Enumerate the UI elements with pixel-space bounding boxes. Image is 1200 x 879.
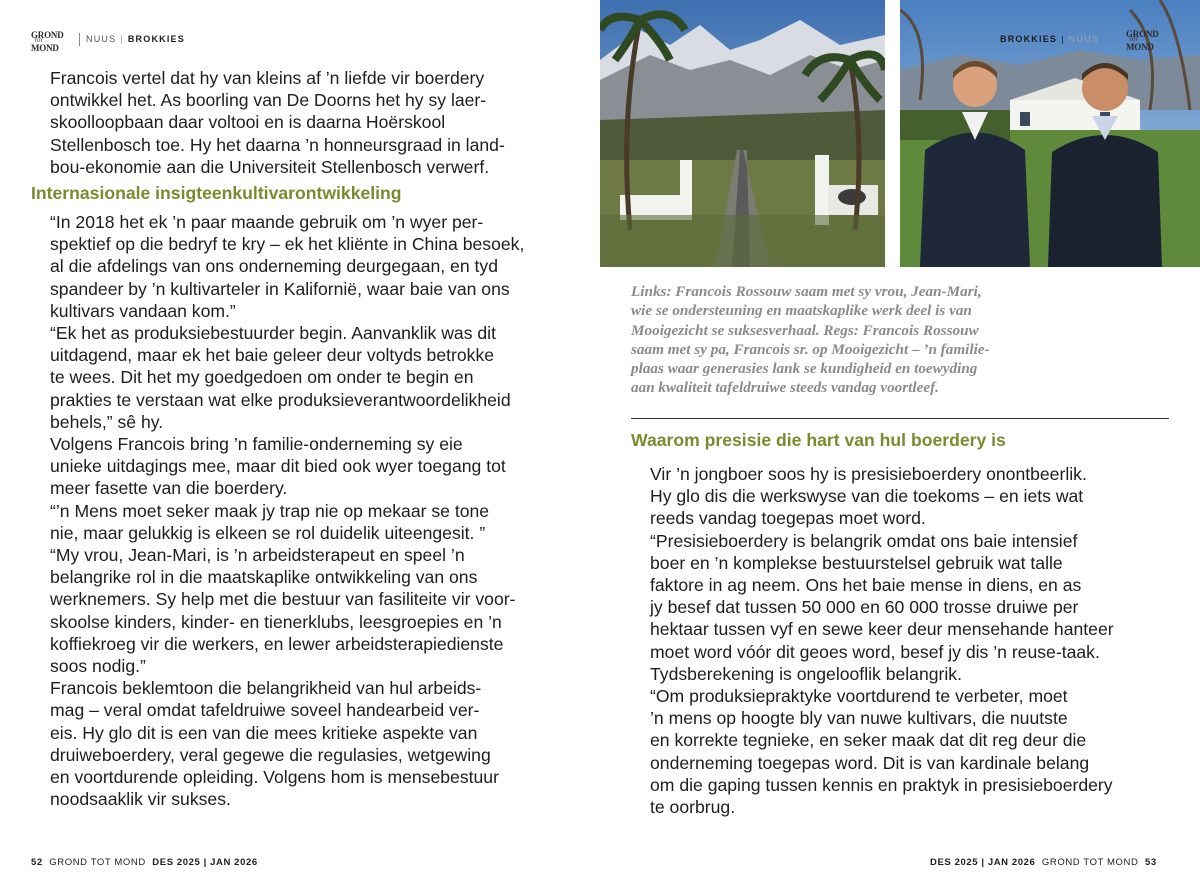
section-label: NUUS [86, 34, 117, 44]
left-footer [31, 857, 258, 868]
left-article-column [31, 67, 581, 811]
left-section-heading: Internasionale insigteenkultivarontwikkeling [31, 183, 402, 204]
left-footer-issue: DES 2025 | JAN 2026 [152, 857, 258, 868]
right-section-heading: Waarom presisie die hart van hul boerdery is [631, 430, 1006, 450]
right-running-header: BROKKIES | NUUS [1000, 34, 1099, 44]
right-paragraph-1: Vir ’n jongboer soos hy is presisieboerdery onontbeerlik. Hy glo dis die werkswyse van die toekoms – en iets wat reeds vandag toegepas moet word. [650, 464, 1087, 529]
magazine-logo [31, 31, 64, 52]
right-footer-mag: GROND TOT MOND [1041, 857, 1139, 868]
right-footer [930, 857, 1157, 868]
left-paragraph-7: Francois beklemtoon die belangrikheid van hul arbeids- mag – veral omdat tafeldruiwe soveel handearbeid ver- eis. Hy glo dit is een van die mees kritieke aspekte van druiweboerdery, veral gegewe die regulasies, wetgewing en voortdurende opleiding. Volgens hom is mensebestuur noodsaaklik vir sukses. [50, 678, 499, 810]
right-paragraph-3: “Om produksiepraktyke voortdurend te verbeter, moet ’n mens op hoogte bly van nuwe kultivars, die nuutste en korrekte tegnieke, en seker maak dat dit reg deur die onderneming toegepas word. Dit is van kardinale belang om die gaping tussen kennis en praktyk in presisieboerdery te oorbrug. [650, 686, 1113, 818]
caption-divider [631, 418, 1169, 419]
photo-estate-entrance [600, 0, 885, 267]
subsection-label: BROKKIES [127, 34, 185, 44]
logo-line1: GROND [31, 30, 64, 40]
running-header: NUUS | BROKKIES [86, 34, 185, 44]
header-divider [79, 33, 80, 46]
left-paragraph-3: “Ek het as produksiebestuurder begin. Aanvanklik was dit uitdagend, maar ek het baie geleer deur voltyds betrokke te wees. Dit het my goedgedoen om onder te begin en prakties te verstaan wat elke produksieverantwoordelikheid behels,” sê hy. [50, 323, 511, 432]
left-paragraph-5: “’n Mens moet seker maak jy trap nie op mekaar se tone nie, maar gelukkig is elkeen se rol duidelik uiteengesit. ” [50, 500, 490, 543]
left-paragraph-4: Volgens Francois bring ’n familie-onderneming sy eie unieke uitdagings mee, maar dit bied ook wyer toegang tot meer fasette van die boerdery. [50, 434, 506, 499]
logo-line2: TOT [34, 39, 44, 44]
left-page-number: 52 [31, 857, 43, 868]
right-magazine-logo: GROND TOT MOND [1126, 29, 1159, 52]
photo-caption: Links: Francois Rossouw saam met sy vrou, Jean-Mari, wie se ondersteuning en maatskaplike werk deel is van Mooigezicht se suksesverhaal. Regs: Francois Rossouw saam met sy pa, Francois sr. op Mooigezicht – ’n familie- plaas waar generasies lank se kundigheid en toewyding aan kwaliteit tafeldruiwe steeds vandag voortleef. [631, 283, 990, 397]
right-footer-issue: DES 2025 | JAN 2026 [930, 857, 1036, 868]
right-page-number: 53 [1144, 857, 1157, 868]
estate-entrance-illustration [600, 0, 885, 267]
logo-line3: MOND [31, 43, 59, 53]
right-article-column [631, 463, 1181, 818]
photo-father-and-son [900, 0, 1200, 267]
left-paragraph-1: Francois vertel dat hy van kleins af ’n liefde vir boerdery ontwikkel het. As boorling van De Doorns het hy sy laer- skoolloopbaan daar voltooi en is daarna Hoërskool Stellenbosch toe. Hy het daarna ’n honneursgraad in land- bou-ekonomie aan die Universiteit Stellenbosch verwerf. [50, 68, 505, 177]
right-paragraph-2: “Presisieboerdery is belangrik omdat ons baie intensief boer en ’n komplekse bestuurstelsel gebruik wat talle faktore in ag neem. Ons het baie mense in diens, en as jy besef dat tussen 50 000 en 60 000 trosse druiwe per hektaar tussen vyf en sewe keer deur mensehande hanteer moet word vóór dit geoes word, besef jy dis ’n reuse-taak. Tydsberekening is ongelooflik belangrik. [650, 530, 1114, 684]
left-paragraph-2: “In 2018 het ek ’n paar maande gebruik om ’n wyer per- spektief op die bedryf te kry – ek het kliënte in China besoek, al die afdelings van ons onderneming deurgegaan, en tyd spandeer by ’n kultivarteler in Kalifornië, waar baie van ons kultivars vandaan kom.” [50, 212, 525, 321]
left-paragraph-6: “My vrou, Jean-Mari, is ’n arbeidsterapeut en speel ’n belangrike rol in die maatskaplike ontwikkeling van ons werknemers. Sy help met die bestuur van fasiliteite vir voor- skoolse kinders, kinder- en tienerklubs, leesgroepies en ’n koffiekroeg vir die werkers, en lewer arbeidsterapiedienste soos nodig.” [50, 545, 516, 677]
left-footer-mag: GROND TOT MOND [49, 857, 146, 868]
right-subsection-label: BROKKIES [1000, 34, 1058, 44]
right-section-label: NUUS [1068, 34, 1099, 44]
right-page [600, 0, 1200, 879]
